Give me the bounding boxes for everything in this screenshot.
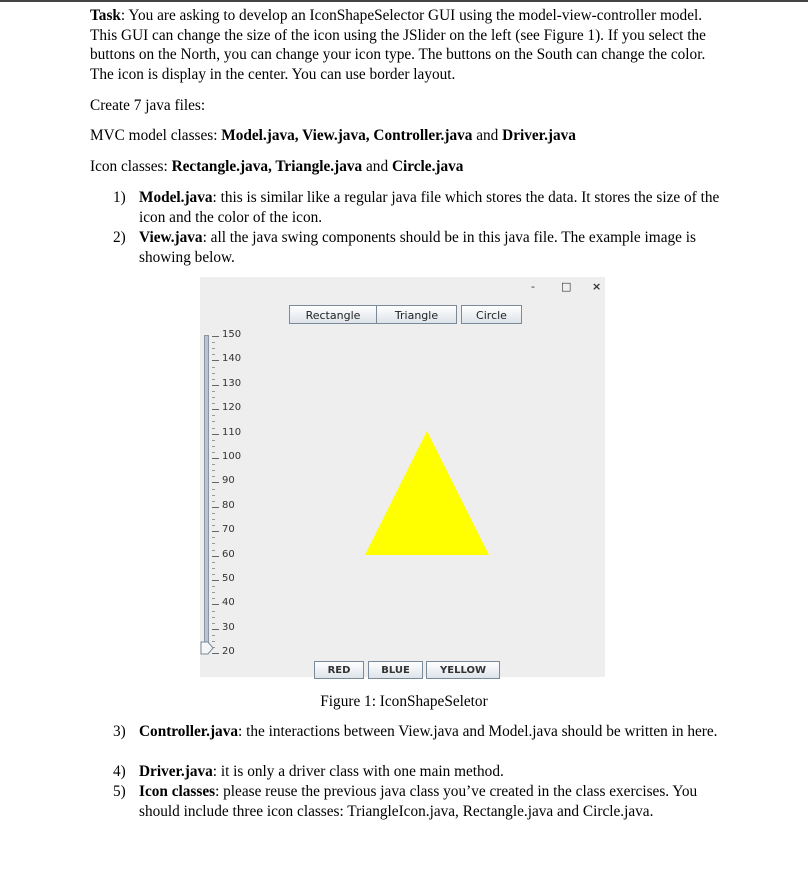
slider-minor-tick: [212, 513, 215, 514]
figure-caption: Figure 1: IconShapeSeletor: [320, 693, 488, 710]
slider-tick-label: 100: [222, 451, 242, 462]
slider-minor-tick: [212, 391, 215, 392]
close-icon[interactable]: ×: [592, 280, 602, 293]
slider-minor-tick: [212, 354, 215, 355]
task-paragraph: [90, 6, 730, 84]
red-button[interactable]: RED: [314, 661, 364, 679]
icon-shape-selector-window: [200, 277, 605, 677]
slider-tick: [212, 629, 219, 630]
slider-minor-tick: [212, 525, 215, 526]
slider-tick-label: 50: [222, 573, 235, 584]
slider-tick-label: 90: [222, 475, 235, 487]
slider-tick-label: 20: [222, 646, 235, 658]
slider-minor-tick: [212, 397, 215, 398]
slider-minor-tick: [212, 617, 215, 618]
slider-tick-label: 70: [222, 524, 235, 536]
slider-minor-tick: [212, 519, 215, 520]
slider-minor-tick: [212, 476, 215, 477]
slider-minor-tick: [212, 342, 215, 343]
icons-files: Rectangle.java, Triangle.java: [171, 158, 363, 175]
slider-minor-tick: [212, 373, 215, 374]
slider-minor-tick: [212, 367, 215, 368]
blue-button[interactable]: BLUE: [368, 661, 423, 679]
slider-minor-tick: [212, 495, 215, 496]
slider-minor-tick: [212, 562, 215, 563]
slider-tick-label: 150: [222, 329, 242, 340]
slider-minor-tick: [212, 611, 215, 612]
task-label: Task: [90, 7, 121, 24]
slider-minor-tick: [212, 543, 215, 544]
slider-tick-label: 80: [222, 499, 235, 511]
slider-minor-tick: [212, 489, 215, 490]
slider-minor-tick: [212, 379, 215, 380]
slider-tick-label: 30: [222, 621, 235, 633]
slider-track[interactable]: [204, 335, 209, 651]
slider-minor-tick: [212, 537, 215, 538]
slider-tick: [212, 531, 219, 532]
slider-minor-tick: [212, 403, 215, 404]
slider-tick: [212, 604, 219, 605]
icons-last: Circle.java: [391, 158, 464, 175]
mvc-last: Driver.java: [502, 127, 576, 144]
slider-minor-tick: [212, 348, 215, 349]
slider-minor-tick: [212, 586, 215, 587]
minimize-icon[interactable]: -: [531, 280, 535, 293]
slider-tick: [212, 482, 219, 483]
slider-minor-tick: [212, 421, 215, 422]
icons-line: Icon classes: Rectangle.java, Triangle.java and Circle.java: [90, 158, 464, 175]
triangle-button[interactable]: Triangle: [376, 305, 457, 324]
yellow-button[interactable]: YELLOW: [426, 661, 500, 679]
slider-tick-label: 130: [222, 377, 242, 389]
create-line: Create 7 java files:: [90, 97, 206, 114]
slider-tick: [212, 409, 219, 410]
slider-tick-label: 120: [222, 402, 242, 414]
slider-tick-label: 40: [222, 597, 235, 609]
slider-minor-tick: [212, 470, 215, 471]
slider-minor-tick: [212, 446, 215, 447]
slider-minor-tick: [212, 574, 215, 575]
slider-tick: [212, 360, 219, 361]
slider-minor-tick: [212, 568, 215, 569]
slider-thumb-icon[interactable]: [200, 641, 214, 655]
slider-tick: [212, 336, 219, 337]
slider-minor-tick: [212, 428, 215, 429]
slider-minor-tick: [212, 635, 215, 636]
slider-minor-tick: [212, 550, 215, 551]
slider-minor-tick: [212, 452, 215, 453]
slider-tick: [212, 458, 219, 459]
slider-minor-tick: [212, 592, 215, 593]
slider-minor-tick: [212, 440, 215, 441]
circle-button[interactable]: Circle: [461, 305, 522, 324]
slider-tick: [212, 556, 219, 557]
slider-tick-label: 140: [222, 353, 242, 365]
slider-minor-tick: [212, 501, 215, 502]
top-rule: [0, 0, 808, 2]
slider-minor-tick: [212, 623, 215, 624]
rectangle-button[interactable]: Rectangle: [289, 305, 377, 324]
triangle-icon: [365, 431, 489, 557]
slider-minor-tick: [212, 598, 215, 599]
maximize-icon[interactable]: □: [561, 280, 572, 293]
slider-tick: [212, 507, 219, 508]
slider-minor-tick: [212, 464, 215, 465]
slider-tick: [212, 580, 219, 581]
task-text: : You are asking to develop an IconShapeSelector GUI using the model-view-controller model. This GUI can change the size of the icon using the JSlider on the left (see Figure 1). If you select the buttons on the North, you can change your icon type. The buttons on the South can change the color. The icon is display in the center. You can use border layout.: [90, 7, 706, 83]
slider-tick: [212, 434, 219, 435]
mvc-files: Model.java, View.java, Controller.java: [221, 127, 473, 144]
slider-minor-tick: [212, 415, 215, 416]
slider-tick-label: 110: [222, 426, 242, 438]
mvc-line: MVC model classes: Model.java, View.java, Controller.java and Driver.java: [90, 127, 576, 144]
slider-tick-label: 60: [222, 548, 235, 560]
slider-tick: [212, 385, 219, 386]
